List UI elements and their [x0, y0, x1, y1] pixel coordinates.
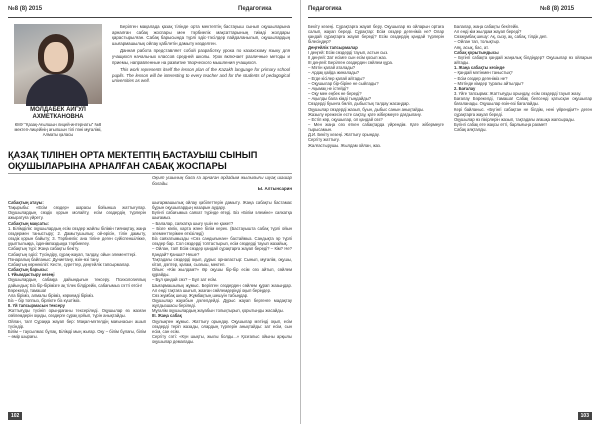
paragraph: 1. Білімділік: оқушылардың есім сөздер жайлы білімін тиянақтау, жаңа сөздермен таныстыру; 2. Дамытушылық: ой-өрісін, тілін дамыту, сөздік қорын байыту; 3. Тәрбиелік: ана тіліне деген сүйіспеншілікке, ұқыптылыққа, ізденімпаздыққа тәрбиелеу. [8, 225, 146, 247]
paragraph: – Ардақ қайда жиналады? [308, 70, 360, 76]
paragraph: – Ойлан, тап! Есім сөздер қандай сұрақтарға жауап береді? – Кім? Не? Қандай? Қанша? Неше? [152, 246, 292, 257]
author-photo [14, 24, 102, 104]
paragraph: Бағалау Бәрекелді, тамаша! Сабақ белсенді қатысқан оқушылар бағаланады. Оқушылар өзін-өзі бағалайды. [454, 96, 592, 107]
paragraph: Жазылу ережесін есте сақтау, қате жібермеуге дағдылану. [308, 111, 422, 117]
abstract [112, 24, 290, 86]
title-rule [8, 173, 292, 174]
paragraph: 1. Жаңа сабақты кезінде [454, 65, 505, 71]
paragraph: – Естіп көр, оқушылар, ол қандай сөз? [308, 116, 383, 122]
paragraph: Сабақ аяқталды. [454, 127, 487, 133]
paragraph: Сөздерді буынға бөліп, дыбыстық талдау жасаңдар. [308, 101, 410, 107]
paragraph: 2. Бағалау [454, 85, 476, 91]
issue-number: №8 (8) 2015 [8, 6, 43, 12]
text-column-1 [8, 200, 146, 412]
text-column-4 [454, 24, 592, 412]
paragraph: III. Жаңа сабақ [152, 313, 182, 319]
paragraph: Бүгінгі сабақ өте жақсы өтті, барлығыңа рахмет! [454, 121, 548, 127]
paragraph: Сөзжұмбақ шешу: Ақ, сызу, ақ, сабақ, тілдік деп. [454, 34, 548, 40]
abstract-en: This work represents itself the lesson plan of the Kazakh language for primary school pupils. The lesson will be interesting to every teacher and for the students of pedagogical universities as well. [112, 67, 290, 84]
paragraph: I. Ұйымдастыру кезеңі [8, 272, 55, 278]
right-page [300, 0, 600, 424]
section-name-right: Педагогика [308, 6, 342, 12]
paragraph: Тақтадағы сөздерді оқып, дұрыс орналастыр: Сынып, мұғалім, оқушы, кітап, дәптер, қалам, сызғыш, мектеп. [152, 256, 292, 267]
paragraph: 3. Үйге тапсырма: Жаттығуды орындау, есім сөздерді тауып жазу. [454, 91, 582, 97]
paragraph: Оқулықпен жұмыс. Жаттығу орындау. Оқушылар мәтінді оқып, есім сөздерді теріп жазады, олардың түрлерін анықтайды: зат есім, сын есім, сан есім. [152, 318, 292, 334]
paragraph: Деңгейлік тапсырмалар [308, 44, 358, 50]
paragraph: Бекіту кезеңі. Сұрақтарға жауап беру. Оқушылар өз ойларын ортаға салып, жауап береді. Сұрақтар: Есім сөздер дегеніміз не? Олар қандай сұрақтарға жауап береді? Есім сөздердің қандай түрлерін білесіңдер? [308, 24, 444, 45]
paragraph: Оқушылар өз пікірлерін жазып, тақтадағы ағашқа жапсырады. [454, 116, 575, 122]
paragraph: Ала біріміз, алмалы біріміз, көркемді біріміз. [8, 292, 95, 298]
paragraph: – Оқушылар бір-біріне не сыйлады? [308, 80, 379, 86]
paragraph: Оқушылар сөздерді жазып, буын, дыбыс санын анықтайды. [308, 106, 425, 112]
paragraph: – Ақылды бала кімді тыңдайды? [308, 96, 372, 102]
paragraph: Пәнаралық байланыс: Дүниетану, өзін-өзі тану. [8, 256, 100, 262]
paragraph: Сабақ қорытындысы [454, 49, 499, 55]
paragraph: – Ақымақ не істейді? [308, 85, 349, 91]
page-number-left: 102 [8, 412, 22, 420]
paragraph: Сергіту сәті: «Күн шықты, жылы болды...» Қозғалыс ойыны арқылы оқушылар демалады. [152, 334, 292, 345]
paragraph: – Бүгінгі сабақта қандай жаңалық білдіңдер? Оқушылар өз ойларын айтады. [454, 54, 592, 66]
epigraph-source: Ы. Алтынсарин [257, 186, 292, 192]
paragraph: шығармашылық ойлау қабілеттерін дамыту. Жаңа сабақты бастамас бұрын оқушылардың назарын аудару. [152, 200, 292, 211]
paragraph: – Қандай мәтінмен таныстық? [454, 70, 513, 76]
section-name: Педагогика [238, 6, 272, 12]
header-rule [8, 17, 292, 18]
paragraph: Ойын: «Кім жылдам?» Әр оқушы бір-бір есім сөз айтып, сөйлем құрайды. [152, 267, 292, 278]
paragraph: Бүгінгі сабағымыз саяхат түрінде өтеді. Біз «Білім әлеміне» саяхатқа шығамыз. [152, 210, 292, 221]
paragraph: II. Үй тапсырмасын тексеру [8, 303, 65, 309]
paragraph: Балалар, жаңа сабақты бекітейік. [454, 24, 520, 29]
paragraph: Ал енді кім жылдам жауап береді? [454, 29, 522, 35]
paragraph: – Есім сөздер дегеніміз не? [454, 75, 508, 81]
paragraph: Сабақтың түрі: Жаңа сабақты бекіту. [8, 246, 80, 252]
paragraph: Сабақтың әдісі: Түсіндіру, сұрақ-жауап, талдау, ойын элементтері. [8, 251, 137, 257]
abstract-kz: Берілген мақалада қазақ тілінде орта мектептің бастауыш сынып оқушыларына арналған сабақ жоспары мен тәрбиелік мақсаттарының тиімді жолдары қарастырылған. Сабақ барысында түрлі әдіс-тәсілдер пайдаланылып, оқушылардың шығармашылық ойлау қабілетін дамыту көзделген. [112, 24, 290, 46]
paragraph: Шығармашылық жұмыс. Берілген сөздерден сөйлем құрап жазыңдар. Ал енді тақтаға шығып, жазған сөйлемдеріңді оқып беріңдер. [152, 282, 292, 293]
epigraph [152, 175, 292, 192]
paragraph: – Егде кісілер қалай айтады? [308, 75, 365, 81]
paragraph: Оқушылардың сабаққа дайындығын тексеру. Психологиялық дайындық: Біз бір-бірімізге ақ тілек білдірейік, сабағымыз сәтті өтсін! [8, 277, 146, 288]
paragraph: Мұғалім оқушылардың жауабын толықтырып, қорытынды жасайды. [152, 308, 284, 314]
photo-body [26, 74, 88, 106]
paragraph: Біз саяхатымызды «Сөз сандығынан» бастаймыз. Сандықта әр түрлі сөздер бар. Сол сөздерді топтастырып, есім сөздерді тауып жазайық. [152, 236, 292, 247]
paragraph: Ойлан, тап! Сұраққа жауап бер: Мақал-мәтелдің мағынасын ашып түсіндір. [8, 318, 146, 329]
paragraph: ІІІ деңгей: Берілген сөздерден сөйлем құра. [308, 60, 394, 66]
paragraph: – Оқу мен еңбек не береді? [308, 91, 362, 97]
epigraph-text: Оқыт ушының бала ға арнаған әрдайым жылылығы шуақ шашар болады. [152, 175, 292, 186]
paragraph: Сабақтың көрнекілігі: Кесте, суреттер, деңгейлік тапсырмалар. [8, 261, 131, 267]
paragraph: Бәрекелді, тамаша! [8, 287, 47, 293]
paragraph: – Мәтінде кімдер туралы айтылды? [454, 80, 524, 86]
paragraph: Д.И. Бекіту кезеңі. Жаттығу орындау. [308, 132, 380, 138]
header-rule-right [308, 17, 592, 18]
paragraph: Тақырыбы: «Есім сөздер» шарасы бойынша жаттығулар. Оқушылардың сөздік қорын молайту, есім сөздердің түрлерін ажыратуға үйрету. [8, 205, 146, 221]
paragraph: Кері байланыс. «Бүгінгі сабақтан не білдім, нені үйрендім?» деген сұрақтарға жауап береді. [454, 106, 592, 117]
author-name: МОЛДАБЕК АЙГУЛ АХМЕТКАНОВНА [30, 107, 86, 120]
paragraph: – Бұл қандай сөз? – Бұл зат есім. [152, 277, 218, 283]
paragraph: Біз – бір топпыз, бірлікте біз күштіміз. [8, 297, 81, 303]
paragraph: – Мәтін қалай аталады? [308, 65, 356, 71]
author-block [8, 107, 108, 138]
issue-number-right: №8 (8) 2015 [540, 6, 575, 12]
paragraph: Сөз жұмбақ шешу. Жұмбақтың шешуін табыңдар. [152, 292, 249, 298]
paragraph: ІІ деңгей: Зат есімге сын есім қосып жаз. [308, 54, 387, 60]
text-column-2 [152, 200, 292, 412]
paragraph: Жалғастырушы. Жылдам ойлан, жаз. [308, 142, 382, 148]
article-title: ҚАЗАҚ ТІЛІНЕН ОРТА МЕКТЕПТІҢ БАСТАУЫШ СЫНЫП ОҚУШЫЛАРЫНА АРНАЛҒАН САБАҚ ЖОСПАРЫ [8, 150, 258, 171]
author-affiliation: КМУ "Қазақ-Ағылшын лицей-интернаты" №8 мектеп-лицейінің ағылшын тілі пәні мұғалімі, Алматы қаласы [14, 122, 102, 138]
paragraph: Білім – таусылмас бұлақ, Білімді мың жығар. Оқу – білім бұлағы, білім – өмір шырағы. [8, 328, 146, 340]
paragraph: – Балалар, саяхатқа шығу үшін не қажет? [152, 220, 234, 226]
paragraph: Жаттығуды түсініп орындағаны тексеріледі. Оқушылар өз жазған сөйлемдерін оқиды, сөздерге сұрақ қойып, түрін анықтайды. [8, 308, 146, 319]
page-number-right: 103 [578, 412, 592, 420]
paragraph: Оқушылар жауабын дәлелдейді. Дұрыс жауап бергенге мадақтау жұлдызшасы беріледі. [152, 297, 292, 309]
photo-face [44, 42, 68, 72]
paragraph: Сабақтың мақсаты: [8, 220, 49, 226]
paragraph: Сабақтың атауы: [8, 200, 44, 205]
paragraph: Аяқ, асық, бас, ат. [454, 44, 489, 50]
abstract-ru: Данная работа представляет собой разработку урока по казахскому языку для учащихся начальных классов средней школы. Урок включает различные методы и приемы, направленные на развитие творческого мышления учащихся. [112, 48, 290, 65]
paragraph: І деңгей: Есім сөздерді тауып, астын сыз. [308, 49, 389, 55]
paragraph: – Ойлан тап, толықтыр. [454, 39, 500, 45]
paragraph: Сабақтың барысы: [8, 267, 49, 273]
paragraph: – Мен жаңа сөз өткен сабақтарда үйрендім. Қате жібермеуге тырысамын. [308, 121, 444, 133]
paragraph: Сергіту жаттығу. [308, 137, 340, 143]
paragraph: – Бізге көлік, карта және білім керек. (Бастауышта сабақ түрлі ойын элементтерімен өткізіледі) [152, 225, 292, 236]
text-column-3 [308, 24, 444, 412]
